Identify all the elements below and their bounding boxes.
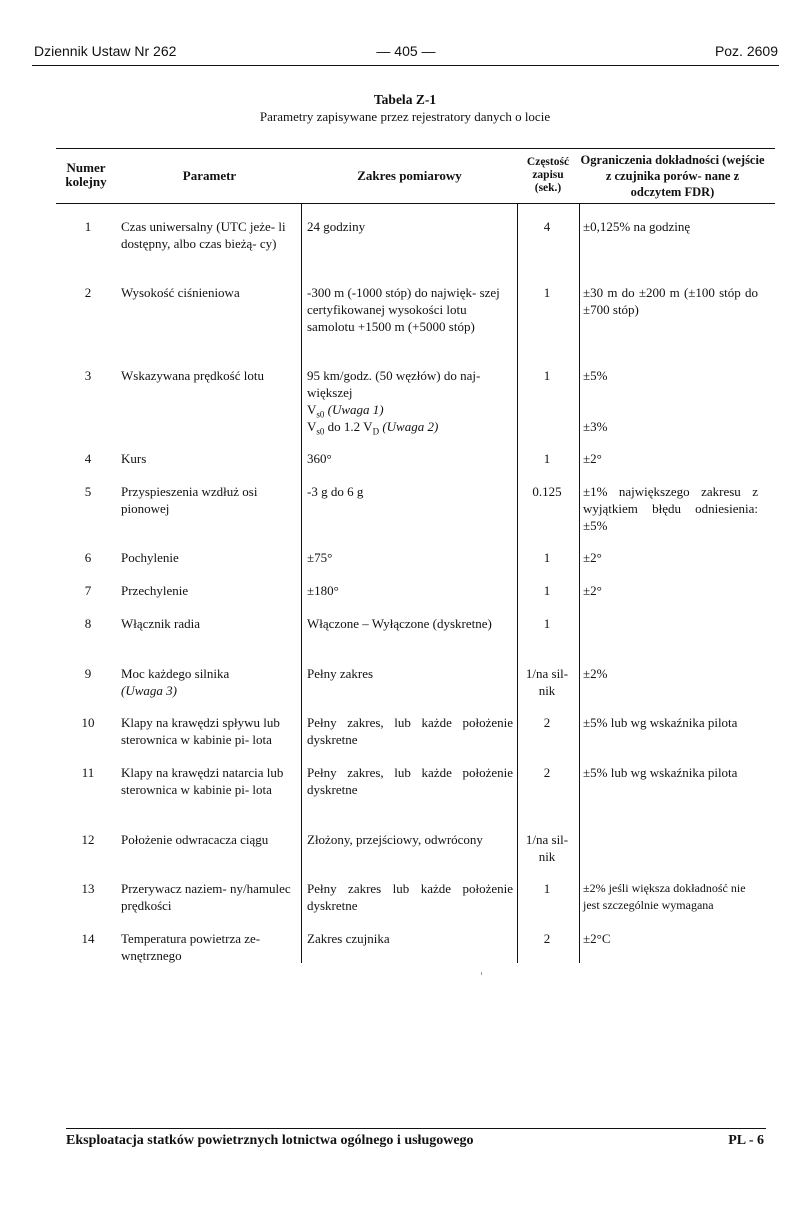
header-rule — [32, 65, 779, 66]
accuracy-cell: ±30 m do ±200 m (±100 stóp do ±700 stóp) — [583, 285, 758, 317]
column-header-accuracy: Ograniczenia dokładności (wejście z czujnika porów- nane z odczytem FDR) — [580, 153, 765, 199]
table-top-rule — [56, 148, 775, 149]
column-divider — [579, 203, 580, 963]
range-cell: Zakres czujnika — [307, 931, 390, 946]
accuracy-cell: ±3% — [583, 419, 608, 434]
frequency-cell: 1 — [543, 583, 551, 598]
range-cell: ±180° — [307, 583, 339, 598]
accuracy-cell: ±2% jeśli większa dokładność nie jest szczególnie wymagana — [583, 881, 746, 912]
range-cell: Pełny zakres, lub każde położenie dyskretne — [307, 765, 513, 797]
subscript: s0 — [316, 409, 325, 420]
scan-speck — [481, 972, 482, 975]
position-number: Poz. 2609 — [714, 43, 778, 59]
row-number: 12 — [81, 832, 95, 847]
parameter-cell — [121, 665, 291, 699]
column-header-number: Numer kolejny — [65, 160, 107, 189]
page-number: — 405 — — [376, 43, 436, 59]
column-divider — [301, 203, 302, 963]
parameter-cell: Klapy na krawędzi natarcia lub sterownica w kabinie pi- lota — [121, 765, 284, 797]
note-ref: (Uwaga 1) — [324, 402, 384, 417]
note-ref: (Uwaga 2) — [379, 419, 439, 434]
row-number: 8 — [84, 616, 92, 631]
range-line — [307, 401, 513, 418]
frequency-cell: 1 — [543, 285, 551, 300]
parameter-cell: Pochylenie — [121, 550, 179, 565]
row-number: 10 — [81, 715, 95, 730]
parameter-cell: Klapy na krawędzi spływu lub sterownica w kabinie pi- lota — [121, 715, 280, 747]
accuracy-cell: ±5% lub wg wskaźnika pilota — [583, 765, 738, 780]
row-number: 5 — [84, 484, 92, 499]
parameter-cell: Przechylenie — [121, 583, 189, 598]
row-number: 2 — [84, 285, 92, 300]
range-cell: 360° — [307, 451, 332, 466]
frequency-cell: 1 — [543, 881, 551, 896]
parameter-cell: Czas uniwersalny (UTC jeże- li dostępny, albo czas bieżą- cy) — [121, 219, 286, 251]
column-header-frequency: Częstość zapisu (sek.) — [526, 156, 570, 194]
range-cell: Pełny zakres — [307, 666, 374, 681]
range-text: do 1.2 V — [324, 419, 373, 434]
parameter-cell: Przyspieszenia wzdłuż osi pionowej — [121, 484, 258, 516]
frequency-cell: 1 — [543, 550, 551, 565]
parameter-cell: Wysokość ciśnieniowa — [121, 285, 240, 300]
page-header — [34, 43, 778, 63]
row-number: 4 — [84, 451, 92, 466]
accuracy-cell: ±2°C — [583, 931, 611, 946]
journal-title: Dziennik Ustaw Nr 262 — [34, 43, 177, 59]
parameter-cell: Położenie odwracacza ciągu — [121, 832, 269, 847]
row-number: 3 — [84, 368, 92, 383]
symbol-v: V — [307, 402, 317, 417]
note-ref: (Uwaga 3) — [121, 683, 177, 698]
parameter-cell: Wskazywana prędkość lotu — [121, 368, 264, 383]
range-cell: Pełny zakres lub każde położenie dyskretne — [307, 881, 513, 913]
subscript: s0 — [316, 426, 325, 437]
table-subtitle: Parametry zapisywane przez rejestratory danych o locie — [259, 109, 551, 124]
range-line — [307, 418, 513, 435]
column-header-parameter: Parametr — [182, 168, 237, 183]
range-cell: ±75° — [307, 550, 333, 565]
frequency-cell: 1 — [543, 368, 551, 383]
frequency-cell: 2 — [543, 715, 551, 730]
frequency-cell: 1/na sil- nik — [525, 832, 569, 864]
parameter-cell: Przerywacz naziem- ny/hamulec prędkości — [121, 881, 291, 913]
frequency-cell: 4 — [543, 219, 551, 234]
parameter-cell: Włącznik radia — [121, 616, 201, 631]
row-number: 13 — [81, 881, 95, 896]
parameter-cell: Kurs — [121, 451, 147, 466]
symbol-v: V — [307, 419, 317, 434]
footer-page-code: PL - 6 — [728, 1133, 764, 1148]
subscript: D — [372, 426, 380, 437]
parameter-text: Moc każdego silnika — [121, 666, 230, 681]
frequency-cell: 2 — [543, 765, 551, 780]
accuracy-cell: ±5% — [583, 368, 608, 383]
range-line: 95 km/godz. (50 węzłów) do naj- większej — [307, 368, 481, 400]
range-cell: -300 m (-1000 stóp) do najwięk- szej certyfikowanej wysokości lotu samolotu +1500 m (+5000 stóp) — [307, 285, 500, 334]
table-title: Tabela Z-1 — [373, 92, 437, 107]
range-cell — [307, 367, 513, 435]
accuracy-cell: ±2° — [583, 583, 602, 598]
frequency-cell: 1/na sil- nik — [525, 666, 569, 698]
frequency-cell: 0.125 — [532, 484, 562, 499]
row-number: 11 — [81, 765, 95, 780]
row-number: 9 — [84, 666, 92, 681]
frequency-cell: 1 — [543, 616, 551, 631]
accuracy-cell: ±5% lub wg wskaźnika pilota — [583, 715, 738, 730]
row-number: 7 — [84, 583, 92, 598]
table-header-rule — [56, 203, 775, 204]
parameter-cell: Temperatura powietrza ze- wnętrznego — [121, 931, 261, 963]
row-number: 14 — [81, 931, 95, 946]
column-header-range: Zakres pomiarowy — [357, 168, 462, 183]
footer-rule — [66, 1128, 766, 1129]
range-cell: 24 godziny — [307, 219, 366, 234]
row-number: 6 — [84, 550, 92, 565]
accuracy-cell: ±0,125% na godzinę — [583, 219, 691, 234]
accuracy-cell: ±2° — [583, 550, 602, 565]
range-cell: Pełny zakres, lub każde położenie dyskretne — [307, 715, 513, 747]
accuracy-cell: ±1% największego zakresu z wyjątkiem błędu odniesienia: ±5% — [583, 484, 758, 533]
frequency-cell: 2 — [543, 931, 551, 946]
accuracy-cell: ±2% — [583, 666, 608, 681]
range-cell: -3 g do 6 g — [307, 484, 364, 499]
footer-title: Eksploatacja statków powietrznych lotnictwa ogólnego i usługowego — [66, 1133, 474, 1148]
range-cell: Złożony, przejściowy, odwrócony — [307, 832, 483, 847]
range-cell: Włączone – Wyłączone (dyskretne) — [307, 616, 492, 631]
frequency-cell: 1 — [543, 451, 551, 466]
row-number: 1 — [84, 219, 92, 234]
accuracy-cell: ±2° — [583, 451, 602, 466]
